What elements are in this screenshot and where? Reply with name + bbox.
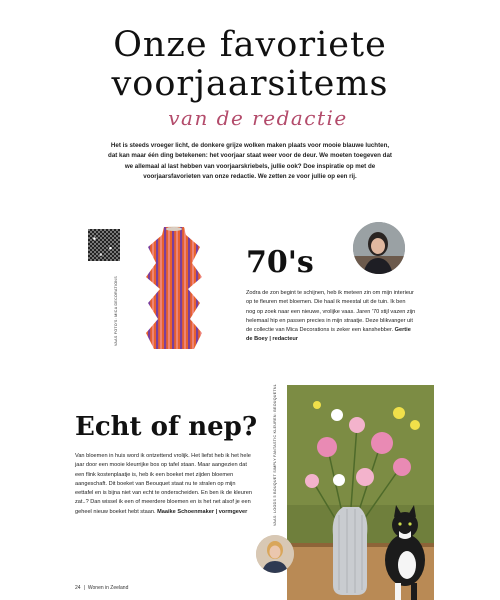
section-70s-heading: 70's xyxy=(246,245,314,280)
section-70s-text: Zodra de zon begint te schijnen, heb ik meteen zin om mijn interieur op te fleuren met bloemen. Die haal ik meestal uit de tuin. Ik ben nog op zoek naar een nieuwe, vrolijke vaas. Jaren '70 stijl vazen zijn helemaal hip en passen precies in mijn straatje. Deze blikvanger uit de collectie van Mica Decorations is zeker een kanshebber. xyxy=(246,290,416,334)
page-footer xyxy=(75,585,128,591)
section-70s-signature: Gertie de Boey | redacteur xyxy=(246,327,411,343)
page-title-line-1: Onze favoriete xyxy=(113,25,387,65)
section-nep-text: Van bloemen in huis word ik ontzettend vrolijk. Het liefst heb ik het hele jaar door een mooie kleurrijke bos op tafel staan. Maar aangezien dat een flink kostenplaatje is, heb ik een boeket met zijden bloemen aangeschaft. Dit boeket van Beouquet staat nu te stralen op mijn eettafel en is bijna niet van echt te onderscheiden. En ben ik de kleuren zat..? Dan wissel ik een of meerdere bloemen en is het net alsof je een geheel nieuw boeket hebt staan. xyxy=(75,453,252,515)
bouquet-cat-illustration xyxy=(287,385,434,600)
vase-photo-credit: VAAS FOTO'S: MICA DECORATIONS xyxy=(114,276,118,346)
script-subtitle: van de redactie xyxy=(168,106,348,130)
section-nep-heading: Echt of nep? xyxy=(75,412,258,442)
person-portrait-icon xyxy=(256,535,294,573)
avatar-maaike xyxy=(256,535,294,573)
fabric-swatch xyxy=(88,229,120,261)
section-70s-body xyxy=(246,289,416,345)
footer-divider: | xyxy=(83,585,85,591)
page-title-line-2: voorjaarsitems xyxy=(111,64,389,104)
intro-paragraph: Het is steeds vroeger licht, de donkere grijze wolken maken plaats voor mooie blauwe luchten, dat kan maar één ding betekenen: het voorjaar staat weer voor de deur. We moeten toegeven dat we allemaal al last hebben van voorjaarskriebels, jullie ook? Doe inspiratie op met de voorjaarsfavorieten van onze redactie. We zetten ze voor jullie op een rij. xyxy=(108,142,392,181)
vase-illustration xyxy=(140,225,208,353)
magazine-name: Wonen in Zeeland xyxy=(87,585,129,591)
vase-photo xyxy=(140,225,208,353)
page-number: 24 xyxy=(75,585,81,591)
flower-bouquet-photo xyxy=(287,385,434,600)
section-nep-body xyxy=(75,452,255,517)
avatar-gertie xyxy=(353,222,405,274)
section-nep-signature: Maaike Schoenmaker | vormgever xyxy=(157,508,248,515)
person-portrait-icon xyxy=(353,222,405,274)
flower-photo-credit: VAAS: LOODS 5 BOUQUET SIMPLY FANTASTIC KLEUREN: BEOUQUETNL xyxy=(273,383,277,526)
